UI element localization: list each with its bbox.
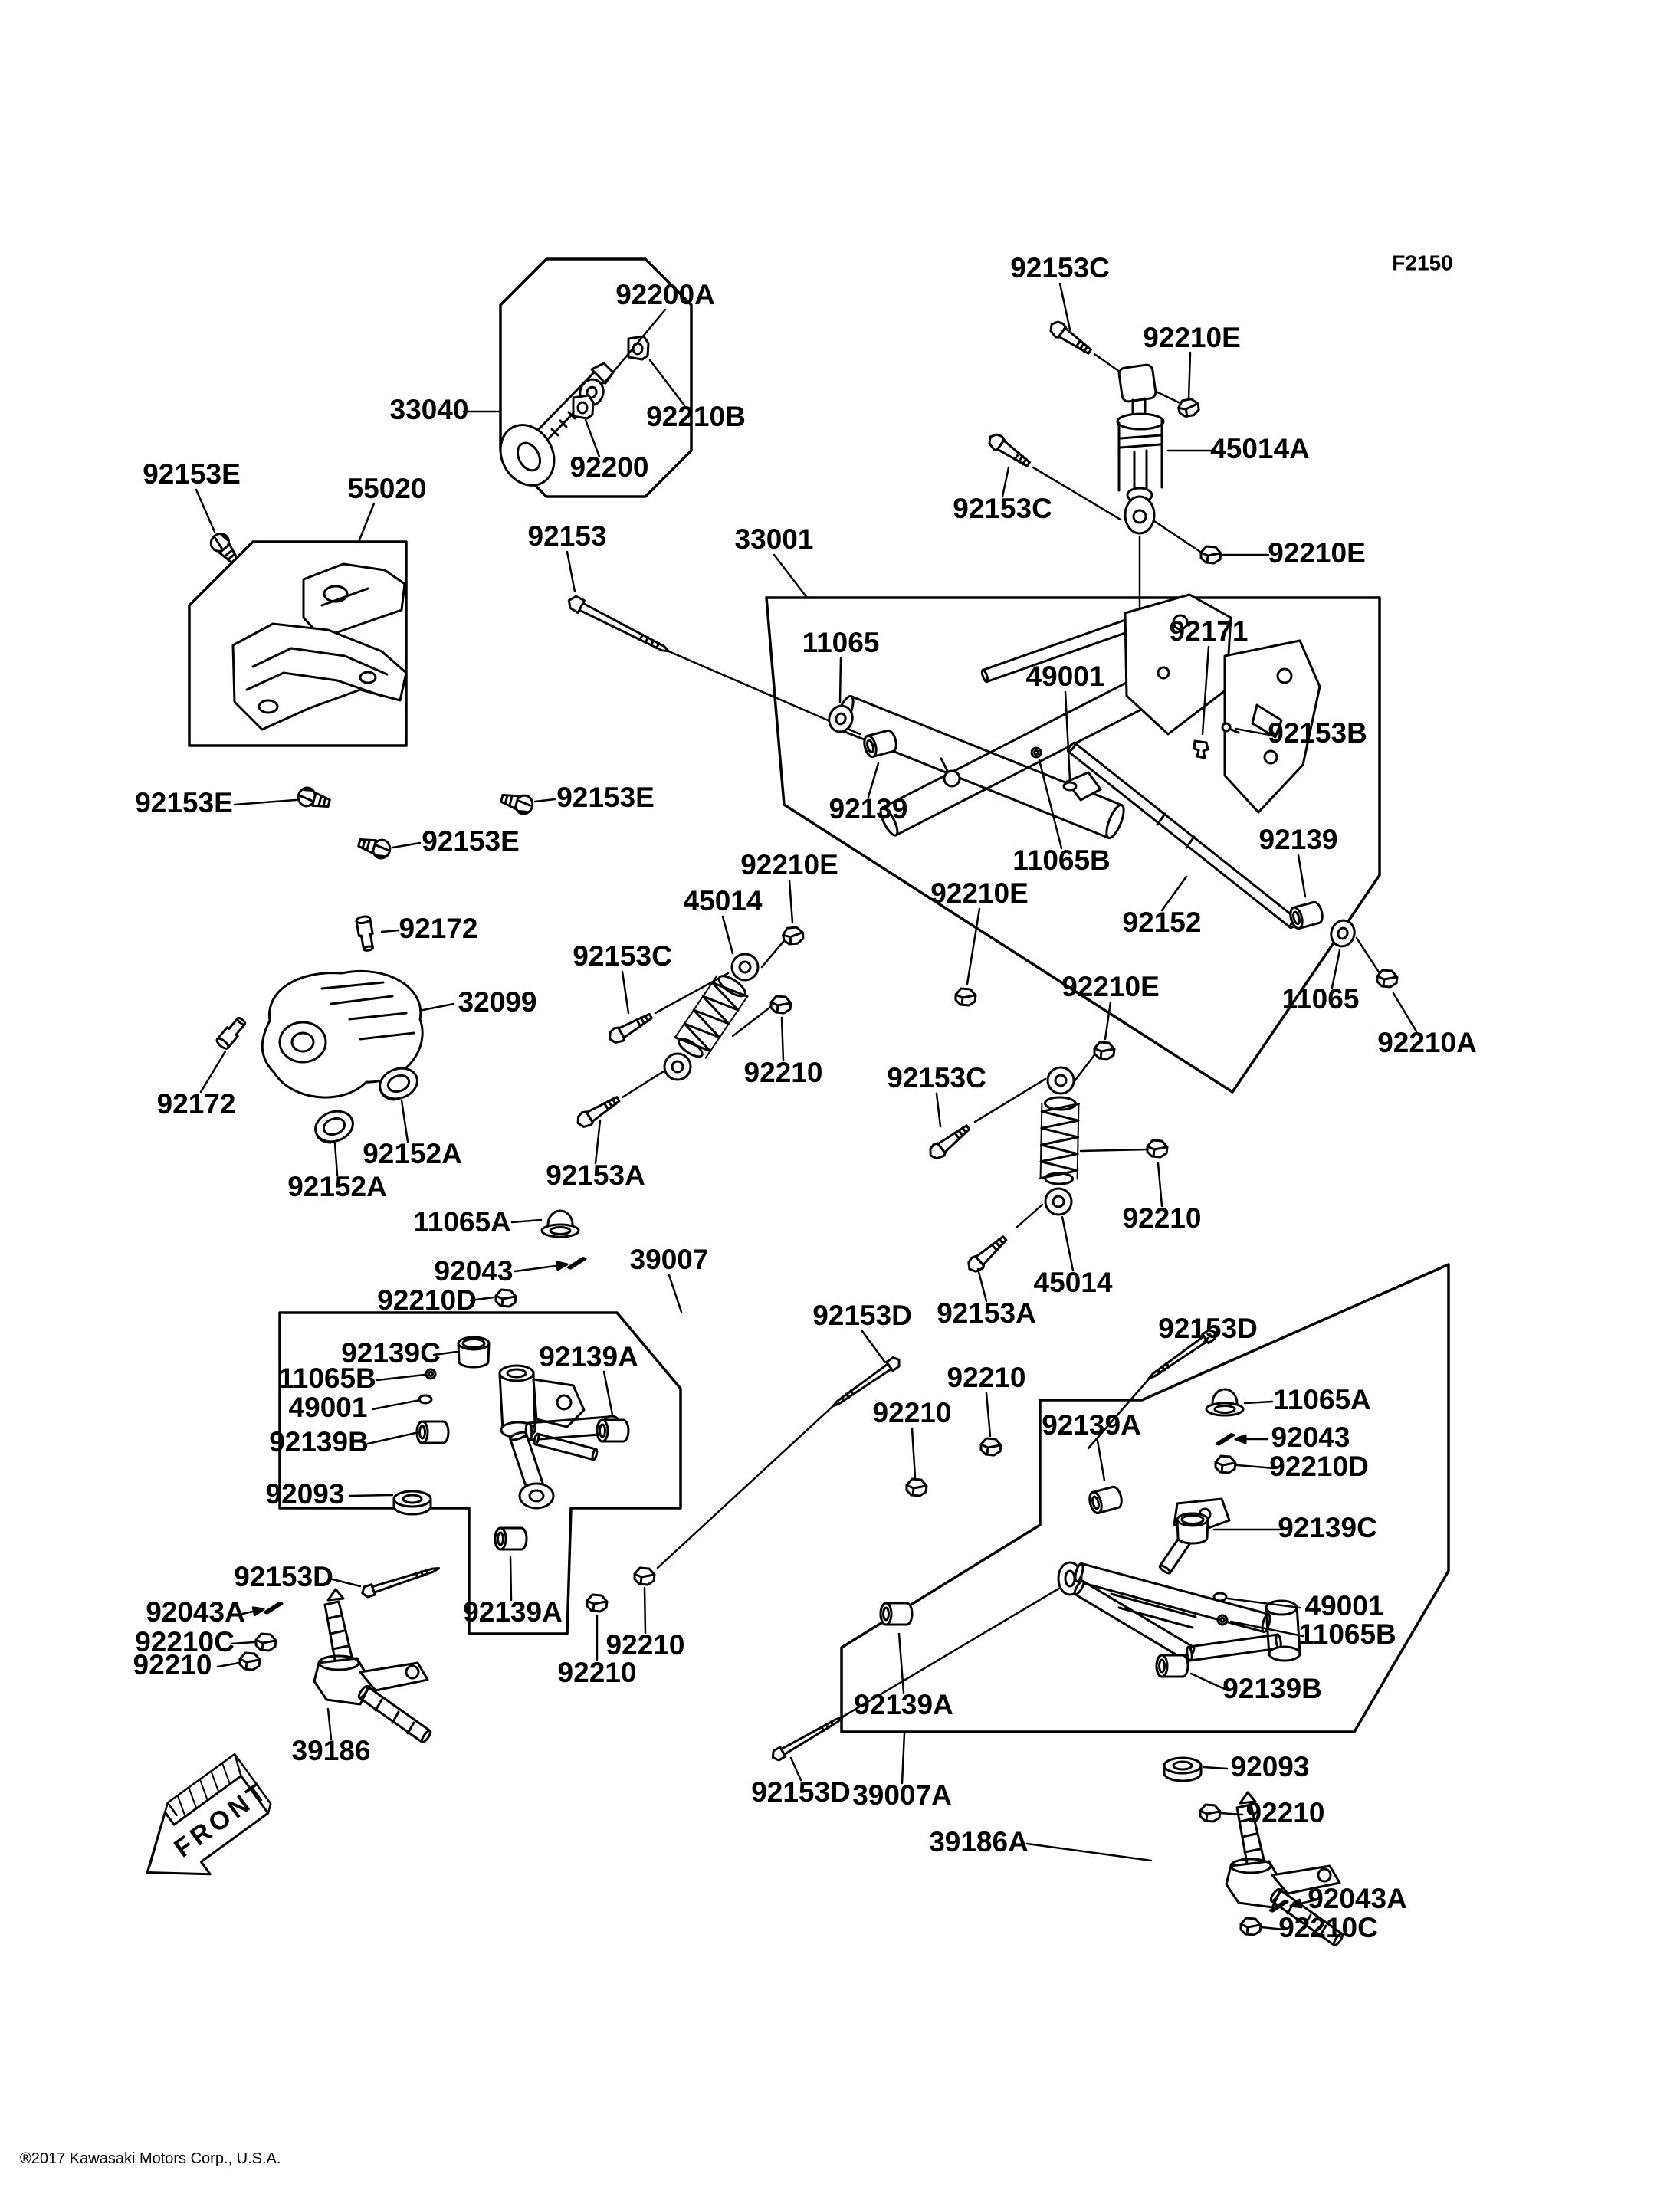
part-label: 92210B: [646, 400, 746, 432]
leader-line: [967, 909, 979, 984]
part-label: 11065: [1281, 982, 1360, 1015]
part-label: 11065B: [1012, 844, 1111, 876]
axis-line: [1071, 1053, 1096, 1085]
part-label: 92210: [1245, 1796, 1325, 1828]
part-glyph-n: [1147, 1140, 1167, 1157]
leader-line: [978, 1269, 986, 1301]
part-label: 92210: [605, 1628, 685, 1661]
axis-line: [655, 973, 728, 1013]
part-glyph-n: [1241, 1918, 1261, 1935]
part-label: 92200: [569, 451, 649, 483]
leader-line: [782, 1018, 783, 1061]
leader-line: [622, 972, 628, 1013]
part-label: 49001: [288, 1391, 368, 1423]
part-glyph-n: [240, 1653, 260, 1670]
part-glyph-p: [628, 336, 648, 359]
part-glyph-bu: [881, 1603, 912, 1625]
part-glyph-c: [1194, 741, 1208, 758]
leader-arrowhead: [253, 1608, 264, 1615]
part-label: 39186: [291, 1734, 371, 1766]
part-glyph-n: [1216, 1456, 1235, 1473]
leader-line: [902, 1733, 904, 1783]
leader-line: [723, 917, 733, 953]
front-arrow-label: FRONT: [169, 1776, 274, 1864]
part-glyph-se: [311, 1107, 357, 1147]
leader-line: [937, 1094, 940, 1126]
part-label: 92153D: [751, 1776, 851, 1808]
leader-line: [359, 503, 374, 542]
leader-line: [604, 1372, 612, 1415]
part-label: 92153A: [546, 1159, 645, 1191]
part-label: 92153D: [234, 1560, 333, 1592]
part-label: 33040: [389, 393, 469, 425]
leader-arrowhead: [1235, 1435, 1245, 1443]
part-label: 92043A: [146, 1595, 245, 1628]
leader-line: [1237, 1465, 1274, 1468]
leader-line: [1393, 993, 1416, 1031]
leader-line: [330, 1579, 360, 1586]
part-label: 92153B: [1268, 716, 1367, 749]
part-label: 92200A: [615, 278, 715, 310]
part-label: 92210E: [1061, 970, 1160, 1002]
part-label: 92210A: [1377, 1026, 1477, 1058]
part-label: 92153C: [953, 492, 1052, 524]
part-glyph-b: [927, 1121, 973, 1162]
leader-line: [596, 1120, 600, 1163]
part-label: 11065A: [1273, 1383, 1371, 1415]
part-glyph-e: [500, 790, 535, 816]
part-label: 92171: [1169, 615, 1249, 647]
leader-line: [650, 360, 684, 405]
axis-line: [622, 1071, 664, 1097]
tube-end: [1103, 803, 1127, 840]
leader-line: [604, 310, 665, 383]
knuckle-arm: [359, 1687, 430, 1743]
lower-arm-tube: [1075, 1581, 1193, 1660]
part-glyph-o: [419, 1395, 431, 1403]
part-label: 92210: [557, 1656, 637, 1688]
leader-line: [912, 1428, 915, 1477]
part-glyph-bu: [597, 1420, 628, 1441]
part-glyph-ca: [542, 1211, 579, 1237]
part-label: 39007: [629, 1243, 709, 1275]
part-glyph-dc: [1218, 1615, 1227, 1625]
part-glyph-n: [1201, 546, 1221, 563]
part-label: 92210D: [377, 1284, 477, 1316]
part-glyph-n: [635, 1568, 655, 1585]
part-label: 92139C: [1278, 1511, 1377, 1543]
part-glyph-bu: [1288, 901, 1324, 930]
leader-line: [1027, 1844, 1151, 1861]
leader-line: [789, 880, 792, 923]
leader-arrowhead: [556, 1262, 567, 1270]
part-glyph-r: [356, 916, 375, 952]
leader-line: [1105, 1002, 1111, 1039]
part-label: 92043A: [1308, 1882, 1407, 1914]
leader-line: [368, 1433, 415, 1444]
part-glyph-e: [297, 785, 332, 812]
leader-line: [862, 1331, 885, 1362]
part-glyph-b: [606, 1009, 655, 1046]
part-label: 92210E: [1143, 321, 1241, 353]
part-glyph-bu: [1088, 1486, 1124, 1515]
leader-line: [840, 658, 841, 702]
part-glyph-n: [907, 1479, 927, 1496]
tube-end: [981, 670, 989, 683]
leader-line: [669, 1275, 681, 1312]
leader-line: [372, 1400, 420, 1409]
part-glyph-L: [566, 594, 671, 657]
leader-line: [535, 799, 555, 802]
leader-line: [231, 1642, 254, 1644]
tube-end: [592, 1449, 598, 1461]
part-label: 49001: [1025, 660, 1105, 692]
part-label: 92210E: [1268, 536, 1366, 569]
leader-line: [1203, 1767, 1227, 1769]
lower-arm-tube: [1189, 1635, 1279, 1661]
part-glyph-o: [1064, 782, 1076, 790]
part-label: 92210: [1122, 1202, 1202, 1234]
part-glyph-dc: [426, 1369, 435, 1379]
part-glyph-n: [256, 1634, 276, 1651]
part-label: 92210C: [1278, 1911, 1378, 1943]
leader-line: [1189, 353, 1190, 398]
part-glyph-cu: [1177, 1513, 1208, 1543]
part-label: 92139: [829, 792, 908, 825]
part-label: 92210E: [930, 877, 1029, 909]
copyright-text: ®2017 Kawasaki Motors Corp., U.S.A.: [20, 2150, 281, 2167]
leader-line: [774, 555, 807, 598]
part-glyph-b: [1047, 319, 1094, 358]
part-label: 92210E: [740, 848, 838, 880]
part-glyph-pin: [566, 1258, 586, 1269]
part-glyph-n: [782, 926, 804, 946]
part-label: 92153E: [135, 786, 233, 818]
tube-end: [420, 1730, 431, 1743]
leader-line: [218, 1663, 239, 1667]
leader-line: [392, 843, 420, 848]
part-label: 92139: [1258, 823, 1338, 855]
part-glyph-r: [215, 1015, 248, 1051]
part-glyph-n: [981, 1438, 1001, 1455]
part-glyph-bu: [495, 1528, 527, 1549]
part-label: 11065: [802, 626, 880, 658]
part-label: 92139A: [1042, 1408, 1141, 1441]
part-label: 49001: [1304, 1589, 1384, 1622]
part-label: 92139A: [463, 1595, 563, 1628]
leader-line: [235, 800, 296, 805]
leader-line: [377, 1375, 425, 1380]
part-label: 92210: [872, 1396, 952, 1428]
tube-end: [533, 1434, 540, 1445]
part-label: 92153: [527, 520, 607, 552]
part-label: 92152A: [287, 1170, 387, 1202]
part-label: 92153E: [556, 781, 655, 813]
part-label: 11065B: [1298, 1618, 1396, 1650]
leader-arrowhead: [1291, 1900, 1301, 1907]
leader-line: [1162, 877, 1186, 910]
part-label: 92152: [1122, 906, 1202, 938]
knuckle-drawing: [314, 1589, 432, 1743]
leader-line: [986, 1393, 990, 1436]
leader-line: [349, 1495, 392, 1496]
part-glyph-b: [986, 431, 1032, 471]
guard-drawing: [233, 564, 406, 730]
leader-line: [512, 1220, 541, 1222]
leader-line: [1298, 855, 1305, 897]
part-glyph-bu: [1157, 1655, 1188, 1677]
part-glyph-n: [1377, 970, 1397, 987]
part-label: 92152A: [363, 1137, 462, 1169]
part-label: 11065A: [413, 1205, 511, 1238]
leader-line: [402, 1100, 408, 1142]
axis-line: [762, 938, 786, 967]
part-label: 92153D: [812, 1299, 912, 1331]
part-label: 92210: [947, 1361, 1026, 1393]
frontarrow-drawing: [121, 1751, 287, 1904]
part-glyph-dc: [1032, 748, 1041, 757]
axis-line: [1016, 1205, 1042, 1228]
part-glyph-b: [965, 1233, 1010, 1276]
part-label: 39186A: [929, 1825, 1029, 1858]
part-label: 92210C: [135, 1625, 235, 1658]
part-glyph-d: [361, 1563, 441, 1599]
part-label: 92153E: [422, 825, 520, 857]
leader-line: [567, 552, 575, 592]
part-label: 92043: [1271, 1421, 1350, 1453]
part-glyph-n: [771, 996, 791, 1013]
part-label: 45014: [1033, 1266, 1113, 1298]
part-label: 92139A: [539, 1340, 638, 1372]
part-label: 55020: [347, 472, 427, 504]
part-glyph-n: [587, 1595, 607, 1612]
part-glyph-pin: [1215, 1434, 1235, 1445]
part-label: 92153C: [1010, 251, 1110, 284]
axis-line: [1154, 521, 1200, 552]
part-glyph-n: [956, 989, 976, 1005]
leader-line: [1098, 1441, 1104, 1481]
part-glyph-ri: [1164, 1758, 1201, 1781]
leader-line: [201, 1051, 225, 1092]
part-label: 92153C: [887, 1061, 986, 1094]
leader-line: [1332, 950, 1340, 988]
part-label: 92210D: [1269, 1450, 1369, 1482]
part-label: 92093: [1230, 1750, 1310, 1782]
part-label: 92153A: [937, 1297, 1036, 1329]
part-label: 92153E: [143, 457, 241, 490]
part-label: 92153C: [573, 939, 672, 972]
part-glyph-e: [208, 530, 242, 566]
part-label: F2150: [1392, 251, 1453, 275]
part-label: 92043: [434, 1254, 514, 1287]
front-arm-right-box: [842, 1264, 1449, 1732]
part-label: 92172: [156, 1087, 236, 1120]
part-glyph-bu: [417, 1421, 448, 1443]
tube-end: [1159, 1564, 1171, 1574]
part-label: 92093: [265, 1477, 345, 1510]
part-label: 45014: [683, 884, 763, 917]
leader-line: [1039, 760, 1061, 848]
axis-line: [1357, 938, 1380, 973]
part-glyph-ca: [1206, 1389, 1243, 1415]
part-label: 92139B: [269, 1425, 369, 1458]
leader-line: [196, 490, 215, 532]
part-glyph-n: [496, 1290, 516, 1307]
part-glyph-n: [1177, 397, 1201, 418]
part-glyph-e: [357, 835, 392, 861]
leader-line: [1158, 1163, 1162, 1206]
part-label: 92139A: [854, 1688, 953, 1720]
part-glyph-n: [1200, 1805, 1220, 1822]
part-label: 39007A: [852, 1779, 952, 1811]
part-label: 92153D: [1158, 1312, 1258, 1344]
part-label: 32099: [458, 985, 537, 1018]
leader-line: [382, 930, 399, 932]
part-glyph-ri: [394, 1491, 431, 1514]
gasshock-drawing: [1117, 364, 1163, 533]
part-label: 92210: [743, 1056, 823, 1088]
part-label: 92139C: [341, 1336, 441, 1369]
leader-line: [1062, 1217, 1073, 1271]
leader-line: [1245, 1402, 1272, 1403]
part-glyph-pin: [263, 1602, 283, 1614]
coilshock-drawing: [1041, 1067, 1079, 1215]
part-label: 92139B: [1222, 1672, 1322, 1704]
part-label: 45014A: [1210, 432, 1310, 464]
part-glyph-b: [574, 1093, 622, 1130]
part-label: 33001: [734, 523, 814, 555]
part-glyph-d: [770, 1713, 845, 1763]
part-glyph-n: [1094, 1042, 1114, 1059]
leader-line: [423, 1004, 454, 1010]
axis-line: [658, 1404, 835, 1568]
leader-line: [1065, 692, 1070, 780]
part-glyph-o: [1214, 1593, 1226, 1601]
part-glyph-cu: [458, 1337, 489, 1367]
leader-line: [510, 1557, 511, 1600]
part-glyph-bu: [862, 730, 898, 759]
part-label: 11065B: [278, 1362, 376, 1394]
part-glyph-p: [573, 395, 593, 418]
axis-line: [1081, 1149, 1148, 1151]
leader-line: [868, 763, 878, 797]
part-label: 92210: [133, 1648, 212, 1681]
part-label: 92172: [399, 912, 478, 944]
